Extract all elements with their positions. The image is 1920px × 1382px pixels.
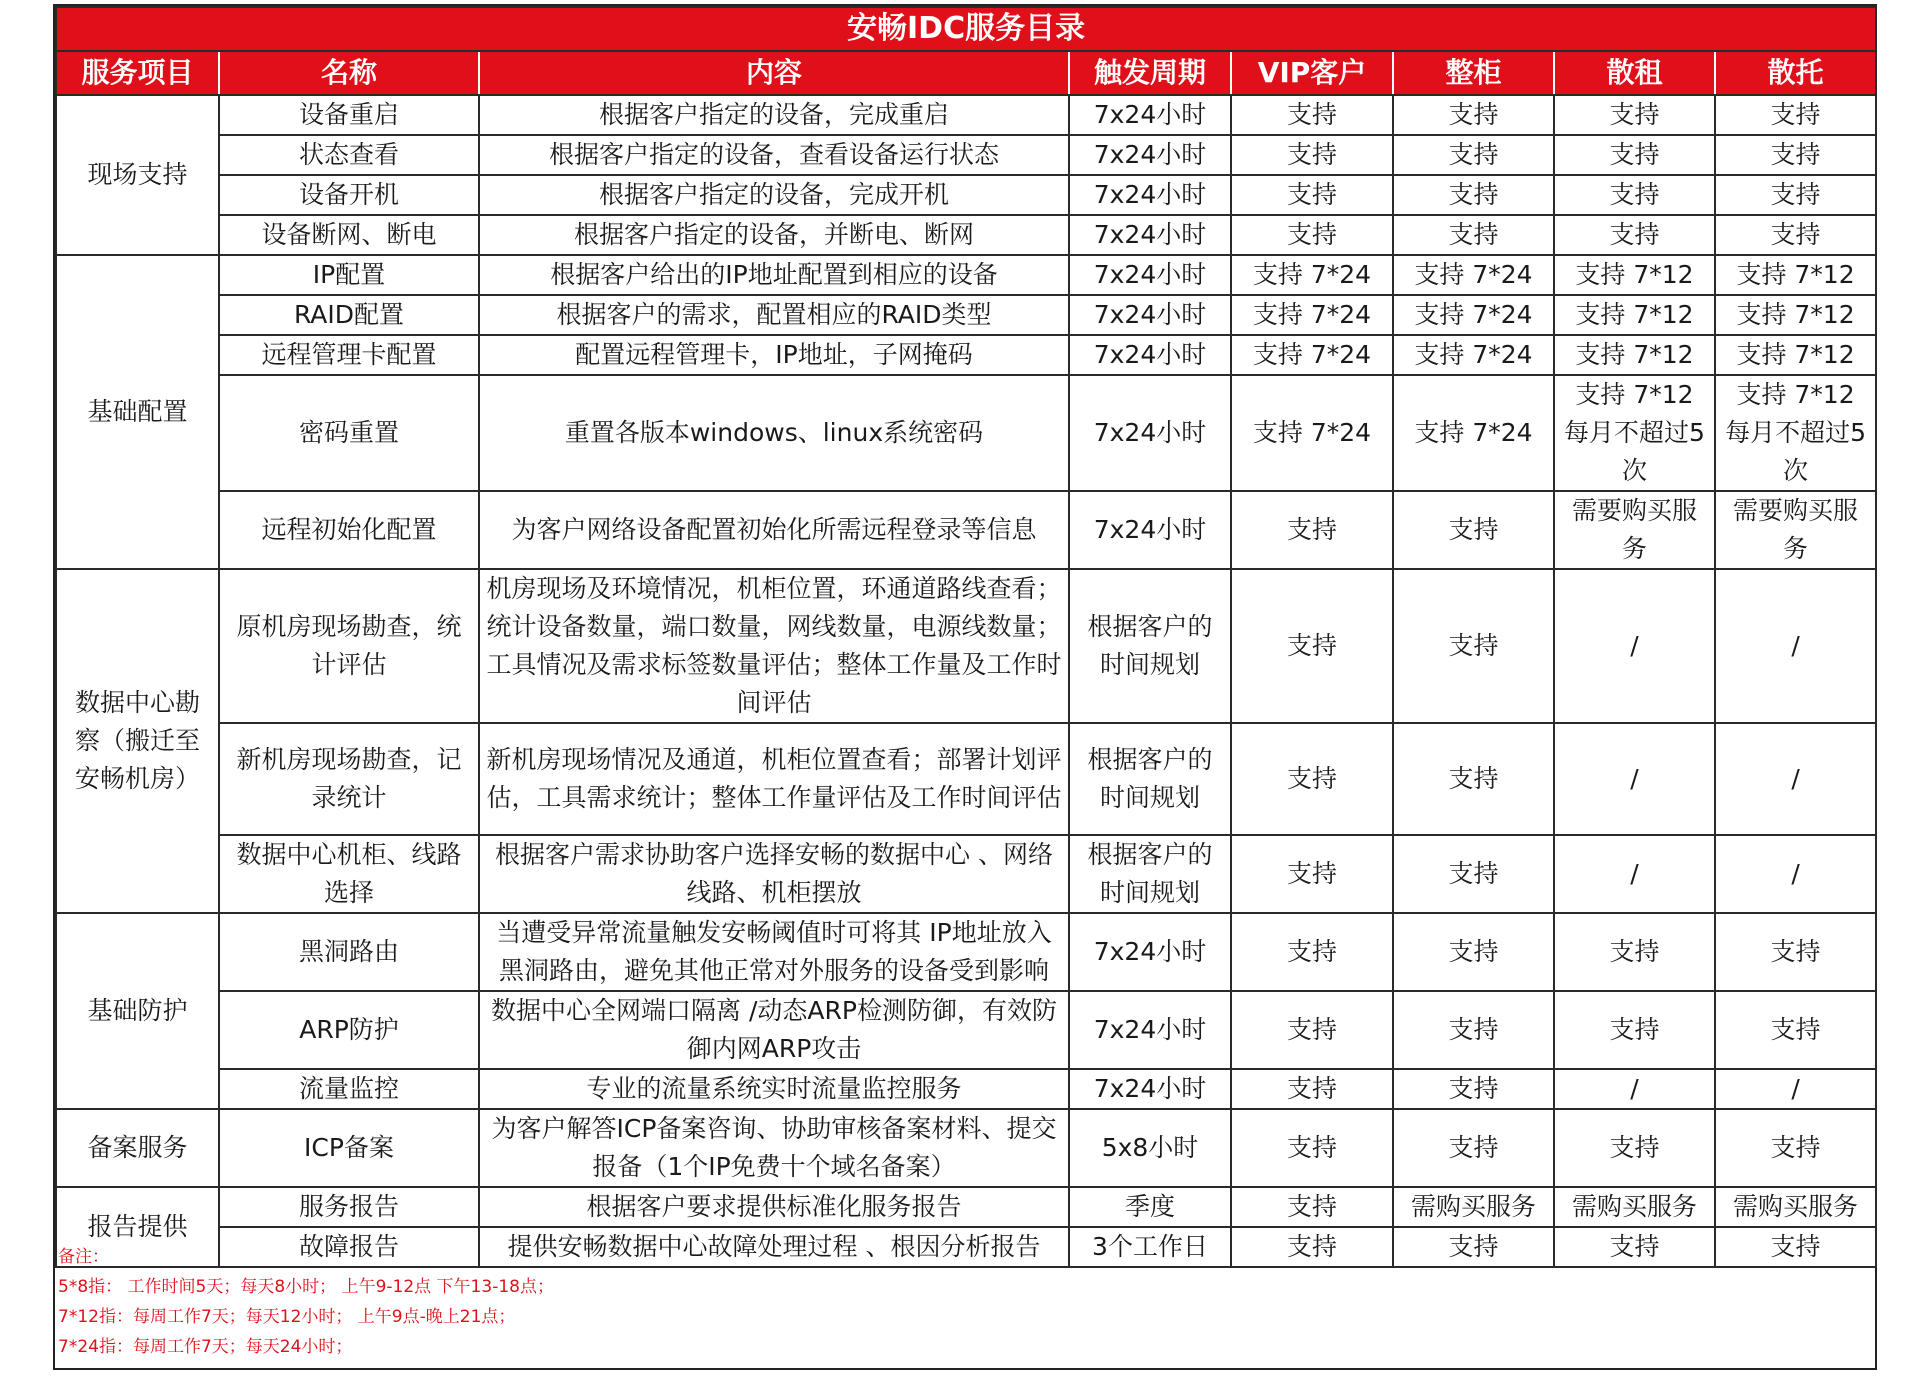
table-row	[56, 135, 1876, 175]
rent-support: /	[1554, 723, 1715, 835]
vip-support: 支持	[1231, 1187, 1393, 1227]
service-content: 重置各版本windows、linux系统密码	[479, 375, 1069, 491]
service-category: 数据中心勘察（搬迁至安畅机房）	[56, 569, 219, 913]
hosting-support: 支持 7*12	[1715, 335, 1876, 375]
vip-support: 支持	[1231, 1109, 1393, 1187]
cabinet-support: 支持	[1393, 95, 1554, 135]
vip-support: 支持	[1231, 175, 1393, 215]
table-row	[56, 1069, 1876, 1109]
trigger-period: 7x24小时	[1069, 95, 1231, 135]
note-7x24: 7*24指：每周工作7天；每天24小时；	[58, 1337, 353, 1357]
vip-support: 支持	[1231, 491, 1393, 569]
trigger-period: 7x24小时	[1069, 491, 1231, 569]
service-content: 根据客户给出的IP地址配置到相应的设备	[479, 255, 1069, 295]
hosting-support: 支持	[1715, 175, 1876, 215]
table-row	[56, 491, 1876, 569]
service-content: 根据客户要求提供标准化服务报告	[479, 1187, 1069, 1227]
vip-support: 支持 7*24	[1231, 375, 1393, 491]
header-trigger-period: 触发周期	[1069, 51, 1231, 95]
cabinet-support: 支持 7*24	[1393, 335, 1554, 375]
trigger-period: 根据客户的时间规划	[1069, 723, 1231, 835]
table-row	[56, 991, 1876, 1069]
cabinet-support: 支持	[1393, 1227, 1554, 1267]
header-row	[56, 51, 1876, 95]
rent-support: 支持	[1554, 135, 1715, 175]
vip-support: 支持	[1231, 215, 1393, 255]
note-7x12: 7*12指：每周工作7天；每天12小时； 上午9点-晚上21点；	[58, 1307, 516, 1327]
hosting-support: 支持 7*12	[1715, 255, 1876, 295]
header-scattered-hosting: 散托	[1715, 51, 1876, 95]
rent-support: /	[1554, 569, 1715, 723]
service-content: 机房现场及环境情况，机柜位置，环通道路线查看；统计设备数量，端口数量，网线数量，电源线数量；工具情况及需求标签数量评估；整体工作量及工作时间评估	[479, 569, 1069, 723]
rent-support: 支持	[1554, 913, 1715, 991]
service-name: IP配置	[219, 255, 479, 295]
table-row	[56, 175, 1876, 215]
service-name: 数据中心机柜、线路选择	[219, 835, 479, 913]
cabinet-support: 支持 7*24	[1393, 375, 1554, 491]
service-name: 故障报告	[219, 1227, 479, 1267]
service-content: 根据客户指定的设备，完成开机	[479, 175, 1069, 215]
trigger-period: 7x24小时	[1069, 255, 1231, 295]
notes-label: 备注：	[58, 1247, 109, 1267]
service-name: 密码重置	[219, 375, 479, 491]
service-name: 远程初始化配置	[219, 491, 479, 569]
service-name: 设备重启	[219, 95, 479, 135]
cabinet-support: 支持	[1393, 135, 1554, 175]
service-name: 服务报告	[219, 1187, 479, 1227]
hosting-support: 支持	[1715, 991, 1876, 1069]
trigger-period: 7x24小时	[1069, 295, 1231, 335]
service-content: 为客户解答ICP备案咨询、协助审核备案材料、提交报备（1个IP免费十个域名备案）	[479, 1109, 1069, 1187]
vip-support: 支持 7*24	[1231, 255, 1393, 295]
service-category: 现场支持	[56, 95, 219, 255]
cabinet-support: 需购买服务	[1393, 1187, 1554, 1227]
rent-support: 支持	[1554, 1227, 1715, 1267]
vip-support: 支持	[1231, 991, 1393, 1069]
hosting-support: 需购买服务	[1715, 1187, 1876, 1227]
trigger-period: 7x24小时	[1069, 375, 1231, 491]
table-row	[56, 1187, 1876, 1227]
vip-support: 支持	[1231, 1069, 1393, 1109]
rent-support: 支持	[1554, 1109, 1715, 1187]
vip-support: 支持	[1231, 835, 1393, 913]
trigger-period: 7x24小时	[1069, 1069, 1231, 1109]
trigger-period: 季度	[1069, 1187, 1231, 1227]
hosting-support: /	[1715, 569, 1876, 723]
rent-support: 支持	[1554, 175, 1715, 215]
service-content: 当遭受异常流量触发安畅阈值时可将其 IP地址放入黑洞路由，避免其他正常对外服务的设备受到影响	[479, 913, 1069, 991]
service-content: 配置远程管理卡，IP地址，子网掩码	[479, 335, 1069, 375]
service-name: 新机房现场勘查，记录统计	[219, 723, 479, 835]
service-category: 备案服务	[56, 1109, 219, 1187]
cabinet-support: 支持	[1393, 491, 1554, 569]
trigger-period: 7x24小时	[1069, 175, 1231, 215]
cabinet-support: 支持	[1393, 569, 1554, 723]
trigger-period: 根据客户的时间规划	[1069, 569, 1231, 723]
header-whole-cabinet: 整柜	[1393, 51, 1554, 95]
cabinet-support: 支持	[1393, 175, 1554, 215]
table-row	[56, 215, 1876, 255]
hosting-support: /	[1715, 723, 1876, 835]
service-name: 流量监控	[219, 1069, 479, 1109]
service-name: 设备断网、断电	[219, 215, 479, 255]
table-row	[56, 1109, 1876, 1187]
hosting-support: 支持	[1715, 1109, 1876, 1187]
rent-support: 需购买服务	[1554, 1187, 1715, 1227]
cabinet-support: 支持 7*24	[1393, 255, 1554, 295]
cabinet-support: 支持	[1393, 913, 1554, 991]
service-content: 数据中心全网端口隔离 /动态ARP检测防御，有效防御内网ARP攻击	[479, 991, 1069, 1069]
table-row	[56, 255, 1876, 295]
table-row	[56, 95, 1876, 135]
service-content: 根据客户指定的设备，并断电、断网	[479, 215, 1069, 255]
cabinet-support: 支持	[1393, 835, 1554, 913]
header-name: 名称	[219, 51, 479, 95]
hosting-support: 支持	[1715, 215, 1876, 255]
cabinet-support: 支持	[1393, 991, 1554, 1069]
hosting-support: /	[1715, 835, 1876, 913]
service-name: 黑洞路由	[219, 913, 479, 991]
rent-support: 支持 7*12 每月不超过5次	[1554, 375, 1715, 491]
vip-support: 支持	[1231, 135, 1393, 175]
table-row	[56, 335, 1876, 375]
vip-support: 支持	[1231, 569, 1393, 723]
hosting-support: 支持 7*12 每月不超过5次	[1715, 375, 1876, 491]
trigger-period: 根据客户的时间规划	[1069, 835, 1231, 913]
trigger-period: 7x24小时	[1069, 335, 1231, 375]
hosting-support: /	[1715, 1069, 1876, 1109]
rent-support: /	[1554, 1069, 1715, 1109]
notes-section	[58, 1242, 1858, 1362]
table-row	[56, 913, 1876, 991]
service-name: RAID配置	[219, 295, 479, 335]
hosting-support: 支持	[1715, 913, 1876, 991]
vip-support: 支持 7*24	[1231, 335, 1393, 375]
table-row	[56, 835, 1876, 913]
cabinet-support: 支持	[1393, 1069, 1554, 1109]
service-name: 设备开机	[219, 175, 479, 215]
hosting-support: 支持	[1715, 135, 1876, 175]
rent-support: 支持 7*12	[1554, 295, 1715, 335]
rent-support: /	[1554, 835, 1715, 913]
rent-support: 支持 7*12	[1554, 255, 1715, 295]
service-category: 基础防护	[56, 913, 219, 1109]
rent-support: 支持	[1554, 95, 1715, 135]
service-content: 根据客户的需求，配置相应的RAID类型	[479, 295, 1069, 335]
service-name: ARP防护	[219, 991, 479, 1069]
header-vip-customer: VIP客户	[1231, 51, 1393, 95]
service-category: 基础配置	[56, 255, 219, 569]
service-catalog-table	[55, 6, 1877, 1268]
service-content: 根据客户需求协助客户选择安畅的数据中心 、网络线路、机柜摆放	[479, 835, 1069, 913]
table-row	[56, 295, 1876, 335]
cabinet-support: 支持	[1393, 723, 1554, 835]
rent-support: 支持	[1554, 991, 1715, 1069]
rent-support: 需要购买服务	[1554, 491, 1715, 569]
service-name: 原机房现场勘查，统计评估	[219, 569, 479, 723]
vip-support: 支持	[1231, 723, 1393, 835]
service-name: 状态查看	[219, 135, 479, 175]
hosting-support: 支持 7*12	[1715, 295, 1876, 335]
cabinet-support: 支持 7*24	[1393, 295, 1554, 335]
header-service-item: 服务项目	[56, 51, 219, 95]
trigger-period: 5x8小时	[1069, 1109, 1231, 1187]
vip-support: 支持 7*24	[1231, 295, 1393, 335]
service-category: 报告提供	[56, 1187, 219, 1267]
service-content: 根据客户指定的设备，完成重启	[479, 95, 1069, 135]
trigger-period: 7x24小时	[1069, 991, 1231, 1069]
table-row	[56, 723, 1876, 835]
service-content: 专业的流量系统实时流量监控服务	[479, 1069, 1069, 1109]
trigger-period: 7x24小时	[1069, 215, 1231, 255]
service-content: 根据客户指定的设备，查看设备运行状态	[479, 135, 1069, 175]
vip-support: 支持	[1231, 95, 1393, 135]
trigger-period: 3个工作日	[1069, 1227, 1231, 1267]
trigger-period: 7x24小时	[1069, 135, 1231, 175]
rent-support: 支持	[1554, 215, 1715, 255]
trigger-period: 7x24小时	[1069, 913, 1231, 991]
cabinet-support: 支持	[1393, 1109, 1554, 1187]
service-content: 为客户网络设备配置初始化所需远程登录等信息	[479, 491, 1069, 569]
service-content: 提供安畅数据中心故障处理过程 、根因分析报告	[479, 1227, 1069, 1267]
note-5x8: 5*8指： 工作时间5天；每天8小时； 上午9-12点 下午13-18点；	[58, 1277, 554, 1297]
table-row	[56, 375, 1876, 491]
header-scattered-rent: 散租	[1554, 51, 1715, 95]
hosting-support: 支持	[1715, 1227, 1876, 1267]
vip-support: 支持	[1231, 913, 1393, 991]
service-name: ICP备案	[219, 1109, 479, 1187]
cabinet-support: 支持	[1393, 215, 1554, 255]
service-content: 新机房现场情况及通道，机柜位置查看；部署计划评估，工具需求统计；整体工作量评估及工作时间评估	[479, 723, 1069, 835]
header-content: 内容	[479, 51, 1069, 95]
vip-support: 支持	[1231, 1227, 1393, 1267]
table-row	[56, 569, 1876, 723]
catalog-title: 安畅IDC服务目录	[56, 7, 1876, 51]
hosting-support: 支持	[1715, 95, 1876, 135]
rent-support: 支持 7*12	[1554, 335, 1715, 375]
hosting-support: 需要购买服务	[1715, 491, 1876, 569]
service-name: 远程管理卡配置	[219, 335, 479, 375]
